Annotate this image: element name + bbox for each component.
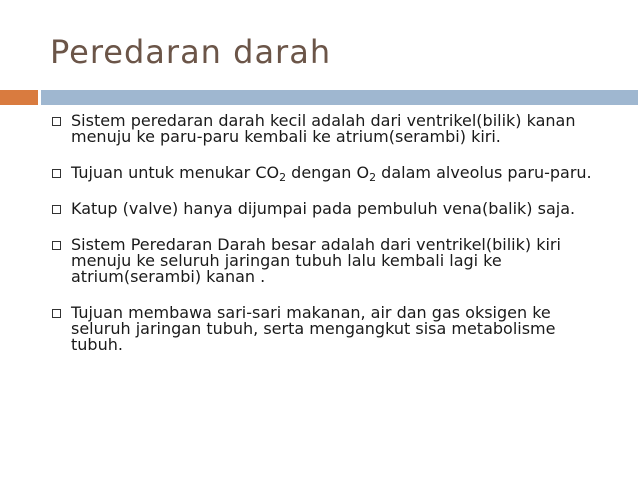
bullet-text: Tujuan membawa sari-sari makanan, air dan gas oksigen ke seluruh jaringan tubuh, serta mengangkut sisa metabolisme tubuh.	[71, 303, 556, 354]
bullet-item	[50, 163, 610, 184]
square-bullet-icon	[52, 241, 61, 250]
bullet-text	[71, 163, 610, 184]
title-divider-bar	[41, 90, 638, 105]
slide-title: Peredaran darah	[50, 33, 332, 71]
bullet-item	[50, 113, 610, 145]
bullet-text: Katup (valve) hanya dijumpai pada pembuluh vena(balik) saja.	[71, 199, 576, 218]
bullet-text-part: Tujuan untuk menukar CO	[71, 163, 280, 182]
square-bullet-icon	[52, 117, 61, 126]
subscript: 2	[369, 171, 377, 184]
bullet-item	[50, 201, 610, 217]
square-bullet-icon	[52, 205, 61, 214]
square-bullet-icon	[52, 309, 61, 318]
square-bullet-icon	[52, 169, 61, 178]
bullet-list	[50, 113, 610, 373]
subscript: 2	[279, 171, 287, 184]
bullet-item	[50, 237, 610, 285]
bullet-text: Sistem peredaran darah kecil adalah dari ventrikel(bilik) kanan menuju ke paru-paru kembali ke atrium(serambi) kiri.	[71, 111, 576, 146]
bullet-item	[50, 305, 610, 353]
bullet-text-part: dalam alveolus paru-paru.	[376, 163, 592, 182]
bullet-text: Sistem Peredaran Darah besar adalah dari ventrikel(bilik) kiri menuju ke seluruh jaringan tubuh lalu kembali lagi ke atrium(serambi) kanan .	[71, 235, 561, 286]
bullet-text-part: dengan O	[286, 163, 370, 182]
title-accent-bar	[0, 90, 38, 105]
